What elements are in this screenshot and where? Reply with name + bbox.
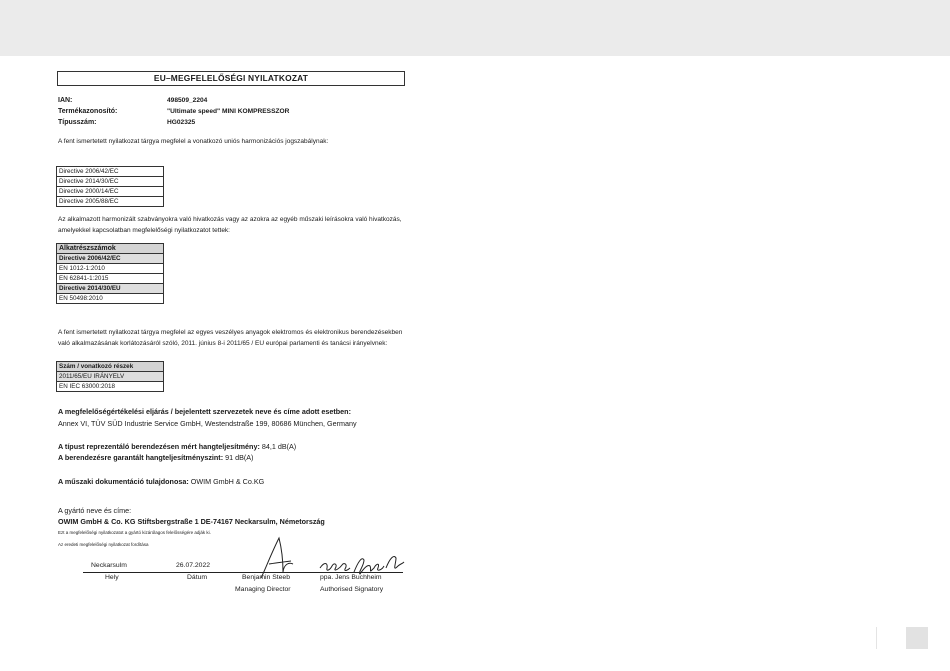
table-row	[57, 187, 164, 197]
manufacturer-value: OWIM GmbH & Co. KG Stiftsbergstraße 1 DE-74167 Neckarsulm, Németország	[58, 517, 325, 526]
signer1-name: Benjamin Steeb	[242, 574, 290, 581]
directive-cell: Directive 2005/88/EC	[57, 197, 164, 207]
conformity-value: Annex VI, TÜV SÜD Industrie Service GmbH, Westendstraße 199, 80686 München, Germany	[58, 419, 357, 428]
divider	[876, 627, 877, 649]
intro-text: A fent ismertetett nyilatkozat tárgya megfelel a vonatkozó uniós harmonizációs jogszabálynak:	[58, 138, 329, 145]
noise-guaranteed-label: A berendezésre garantált hangteljesítményszint:	[58, 453, 224, 462]
signature-line	[83, 572, 403, 573]
noise-measured-label: A típust reprezentáló berendezésen mért hangteljesítmény:	[58, 442, 260, 451]
page-title: EU–MEGFELELŐSÉGI NYILATKOZAT	[57, 71, 405, 86]
signer2-role: Authorised Signatory	[320, 586, 384, 593]
standards-group: Directive 2014/30/EU	[57, 284, 164, 294]
directive-cell: Directive 2006/42/EC	[57, 167, 164, 177]
table-row	[57, 382, 164, 392]
ian-label: IAN:	[58, 97, 73, 104]
page-thumbnail-icon[interactable]	[906, 627, 928, 649]
noise-guaranteed-value: 91 dB(A)	[223, 453, 254, 462]
product-value: "Ultimate speed" MINI KOMPRESSZOR	[167, 108, 290, 115]
tech-doc	[58, 477, 264, 486]
ian-value: 498509_2204	[167, 97, 208, 104]
tech-doc-value: OWIM GmbH & Co.KG	[188, 477, 265, 486]
table-row	[57, 244, 164, 254]
product-label: Termékazonosító:	[58, 108, 118, 115]
directives-table	[56, 166, 164, 207]
table-row	[57, 284, 164, 294]
table-row	[57, 254, 164, 264]
date-value: 26.07.2022	[176, 562, 211, 569]
signer2-name: ppa. Jens Buchheim	[320, 574, 382, 581]
manufacturer-label: A gyártó neve és címe:	[58, 506, 132, 515]
table-row	[57, 372, 164, 382]
small-note-1: Ezt a megfelelőségi nyilatkozatot a gyártó kizárólagos felelősségére adják ki.	[58, 530, 211, 535]
directive-cell: Directive 2000/14/EC	[57, 187, 164, 197]
conformity-heading: A megfelelőségértékelési eljárás / bejelentett szervezetek neve és címe adott esetben:	[58, 407, 351, 416]
place-label: Hely	[105, 574, 119, 581]
noise-guaranteed	[58, 453, 253, 462]
top-bar	[0, 0, 950, 56]
table-row	[57, 264, 164, 274]
signer1-role: Managing Director	[235, 586, 291, 593]
small-note-2: Az eredeti megfelelőségi nyilatkozat fordítása	[58, 542, 149, 547]
rohs-table	[56, 361, 164, 392]
table-row	[57, 167, 164, 177]
table-row	[57, 197, 164, 207]
rohs-header: Szám / vonatkozó részek	[57, 362, 164, 372]
noise-measured-value: 84,1 dB(A)	[259, 442, 297, 451]
standard-cell: EN 50498:2010	[57, 294, 164, 304]
directive-cell: Directive 2014/30/EC	[57, 177, 164, 187]
harmonized-text: Az alkalmazott harmonizált szabványokra való hivatkozás vagy az azokra az egyéb műszaki leírásokra való hivatkozás, amelyekkel kapcsolatban megfelelőségi nyilatkozatot tettek:	[58, 216, 402, 234]
standards-table	[56, 243, 164, 304]
standard-cell: EN 62841-1:2015	[57, 274, 164, 284]
table-row	[57, 274, 164, 284]
table-row	[57, 177, 164, 187]
standards-header: Alkatrészszámok	[57, 244, 164, 254]
rohs-subheader: 2011/65/EU IRÁNYELV	[57, 372, 164, 382]
rohs-text: A fent ismertetett nyilatkozat tárgya megfelel az egyes veszélyes anyagok elektromos és elektronikus berendezésekben való alkalmazásának korlátozásáról szóló, 2011. június 8-i 2011/65 / EU európai parlamenti és tanácsi irányelvnek:	[58, 329, 403, 347]
standard-cell: EN 1012-1:2010	[57, 264, 164, 274]
declaration-page	[0, 56, 950, 671]
standards-group: Directive 2006/42/EC	[57, 254, 164, 264]
rohs-item: EN IEC 63000:2018	[57, 382, 164, 392]
type-value: HG02325	[167, 119, 196, 126]
place-value: Neckarsulm	[91, 562, 127, 569]
tech-doc-label: A műszaki dokumentáció tulajdonosa:	[58, 477, 189, 486]
type-label: Típusszám:	[58, 119, 97, 126]
noise-measured	[58, 442, 296, 451]
table-row	[57, 362, 164, 372]
table-row	[57, 294, 164, 304]
date-label: Dátum	[187, 574, 208, 581]
